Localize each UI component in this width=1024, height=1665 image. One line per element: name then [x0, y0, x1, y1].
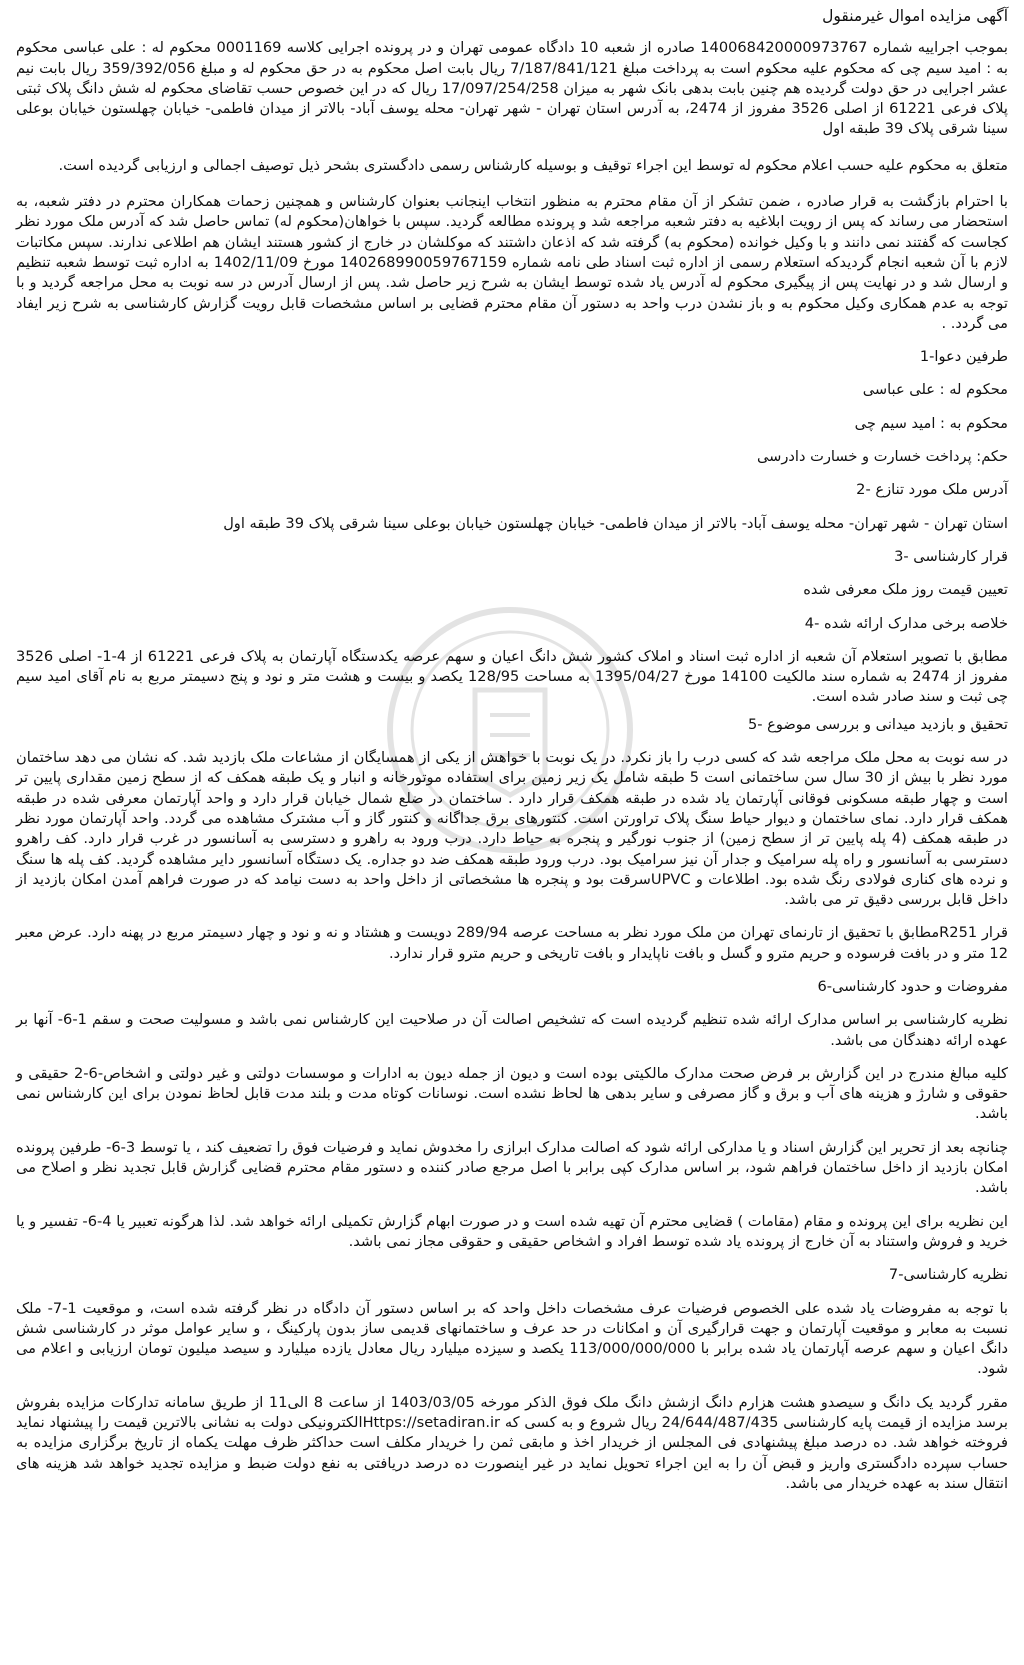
section-3-heading: قرار کارشناسی -3 [894, 547, 1008, 565]
section-7-heading: نظریه کارشناسی-7 [888, 1266, 1008, 1284]
intro-paragraph-1: بموجب اجراییه شماره 140068420000973767 صادره از شعبه 10 دادگاه عمومی تهران و در پرونده اجرایی کلاسه 0001169 محکوم له : علی عباسی محکوم به : امید سیم چی که محکوم علیه محکوم است به پرداخت مبلغ 7/187/841/121 ریال بابت اصل محکوم به در حق محکوم له و مبلغ 359/392/056 ریال بابت نیم عشر اجرایی در حق دولت گردیده هم چنین بابت بدهی بانک شهر به میزان 17/097/254/258 ریال که در این خصوص حسب تقاضای محکوم له شش دانگ پلاک ثبتی پلاک فرعی 61221 از اصلی 3526 مفروز از 2474، به آدرس استان تهران - شهر تهران- محله یوسف آباد- بالاتر از میدان فاطمی- خیابان چهلستون خیابان بوعلی سینا شرقی پلاک 39 طبقه اول [16, 39, 1008, 138]
section-4-heading: خلاصه برخی مدارک ارائه شده -4 [804, 614, 1008, 632]
section-5-heading: تحقیق و بازدید میدانی و بررسی موضوع -5 [747, 715, 1008, 733]
verdict-line: حکم: پرداخت خسارت و خسارت دادرسی [756, 448, 1008, 466]
intro-paragraph-3: با احترام بازگشت به قرار صادره ، ضمن تشکر از آن مقام محترم به منظور انتخاب اینجانب بعنوان کارشناس و همچنین زحمات همکاران محترم در دفتر شعبه، به استحضار می رساند که پس از رویت ابلاغیه به دفتر شعبه مراجعه شد و پرونده مطالعه گردید. سپس با خواهان(محکوم له) تماس حاصل شد که آدرس ملک مورد نظر کجاست که گفتند نمی دانند و با وکیل خوانده (محکوم به) گرفته شد که اذعان داشتند که موکلشان در خارج از کشور هستند ایشان هم اطلاعی ندارند. سپس مکاتبات لازم با آن شعبه انجام گردیدکه استعلام رسمی از اداره ثبت اسناد طی نامه شماره 140268990059767159 مورخ 1402/11/09 به اداره ثبت توسط شعبه تنظیم و ارسال شد و در نهایت پس از پیگیری محکوم له آدرس یاد شده توسط ایشان به شرح زیر حاصل شد. پس از ارسال آدرس در سه نوبت به محل مراجعه گردید و با توجه به عدم همکاری وکیل محکوم به و باز نشدن درب واحد به دستور آن مقام محترم قضایی بر اساس مشخصات قابل رویت گزارش کارشناسی به شرح زیر ایفاد می گردد. . [16, 193, 1008, 332]
assumption-6-1: نظریه کارشناسی بر اساس مدارک ارائه شده تنظیم گردیده است که تشخیص اصالت آن در صلاحیت این کارشناس نمی باشد و مسولیت صحت و سقم 1-6- آنها بر عهده ارائه دهندگان می باشد. [16, 1011, 1008, 1049]
assumption-6-2: کلیه مبالغ مندرج در این گزارش بر فرض صحت مدارک مالکیتی بوده است و دیون از جمله دیون به ادارات و موسسات دولتی و غیر دولتی و اشخاص-6-2 حقیقی و حقوقی و شارژ و هزینه های آب و برق و گاز مصرفی و سایر بدهی ها لحاظ نشده است. نوسانات کوتاه مدت و بلند مدت قابل لحاظ نمودن برای این کارشناس نمی باشد. [16, 1064, 1008, 1123]
expert-order-text: تعیین قیمت روز ملک معرفی شده [803, 581, 1008, 599]
section-1-heading: طرفین دعوا-1 [919, 348, 1008, 366]
property-address: استان تهران - شهر تهران- محله یوسف آباد- بالاتر از میدان فاطمی- خیابان چهلستون خیابان بوعلی سینا شرقی پلاک 39 طبقه اول [223, 514, 1008, 532]
expert-opinion-7-1: با توجه به مفروضات یاد شده علی الخصوص فرضیات عرف مشخصات داخل واحد که بر اساس دستور آن دادگاه در نظر گرفته شده است، و موقعیت 1-7- ملک نسبت به معابر و موقعیت آپارتمان و جهت قرارگیری آن و امکانات در حد عرف و ساختمانهای قدیمی ساز بدون پارکینگ ، و سایر عوامل موثر در کارشناسی شش دانگ اعیان و سهم عرصه آپارتمان یاد شده برابر با 113/000/000/000 یکصد و سیزده میلیارد ریال معادل یازده میلیارد و سیصد میلیون تومان ارزیابی و اعلام می شود. [16, 1299, 1008, 1378]
notice-title: آگهی مزایده اموال غیرمنقول [822, 7, 1008, 25]
auction-terms-paragraph: مقرر گردید یک دانگ و سیصدو هشت هزارم دانگ ازشش دانگ ملک فوق الذکر مورخه 1403/03/05 از ساعت 8 الی11 از طریق سامانه تدارکات مزایده بفروش برسد مزایده از قیمت پایه کارشناسی 24/644/487/435 ریال شروع و به کسی که Https://setadiran.irالکترونیکی دولت به نشانی بالاترین قیمت را پیشنهاد نماید فروخته خواهد شد. ده درصد مبلغ پیشنهادی فی المجلس از خریدار اخذ و مابقی ثمن را خریدار مکلف است حداکثر ظرف مهلت یکماه از تاریخ برگزاری مزایده به حساب سپرده دادگستری واریز و قبض آن را به این اجراء تحویل نماید در غیر اینصورت ده درصد دریافتی به نفع دولت ضبط و مزایده تجدید خواهد شد هزینه های انتقال سند به عهده خریدار می باشد. [16, 1393, 1008, 1492]
assumption-6-3: چنانچه بعد از تحریر این گزارش اسناد و یا مدارکی ارائه شود که اصالت مدارک ابرازی را مخدوش نماید و فرضیات فوق را تضعیف کند ، یا توسط 3-6- طرفین پرونده امکان بازدید از داخل ساختمان فراهم شود، بر اساس مدارک کپی برابر با اصل مرجع صادر کننده و دستور مقام محترم قضایی گزارش قابل تجدید نظر و اصلاح می باشد. [16, 1138, 1008, 1197]
intro-paragraph-2: متعلق به محکوم علیه حسب اعلام محکوم له توسط این اجراء توقیف و بوسیله کارشناس رسمی دادگستری بشحر ذیل توصیف اجمالی و ارزیابی گردیده است. [58, 156, 1008, 174]
section-6-heading: مفروضات و حدود کارشناسی-6 [817, 977, 1008, 995]
zoning-research-text: قرار R251مطابق با تحقیق از تارنمای تهران من ملک مورد نظر به مساحت عرصه 289/94 دویست و هشتاد و نه و نود و چهار دسیمتر مربع در پهنه دارد. عرض معبر 12 متر و در بافت فرسوده و حریم مترو و گسل و بافت ناپایدار و بافت تاریخی و حریم مترو قرار ندارد. [16, 924, 1008, 962]
section-2-heading: آدرس ملک مورد تنازع -2 [856, 481, 1008, 499]
plaintiff-line: محکوم له : علی عباسی [862, 381, 1008, 399]
documents-summary: مطابق با تصویر استعلام آن شعبه از اداره ثبت اسناد و املاک کشور شش دانگ اعیان و سهم عرصه یکدستگاه آپارتمان به پلاک فرعی 61221 از 4-1- اصلی 3526 مفروز از 2474 به شماره سند مالکیت 14100 مورخ 1395/04/27 به مساحت 128/95 یکصد و بیست و هشت متر و نود و پنج دسیمتر مربع به نام آقای امید سیم چی ثبت و سند صادر شده است. [16, 647, 1008, 706]
field-inspection-text: در سه نوبت به محل ملک مراجعه شد که کسی درب را باز نکرد. در یک نوبت با خواهش از یکی از همسایگان از مشاعات ملک بازدید شد. که نشان می دهد ساختمان مورد نظر با بیش از 30 سال سن ساختمانی است 5 طبقه شامل یک زیر زمین برای استفاده موتورخانه و انبار و یک طبقه همکف که از سطح زمین مقداری پایین تر است و چهار طبقه مسکونی فوقانی آپارتمان یاد شده در طبقه همکف قرار دارد . ساختمان در ضلع شمال خیابان قرار دارد و واحد آپارتمان معرفی شده در طبقه همکف قرار دارد. نمای ساختمان و دیوار حیاط سنگ پلاک تراورتن است. کنتورهای برق جداگانه و کنتور گاز و آب مشترک مشاهده می گردد. واحد آپارتمان مورد نظر در طبقه همکف (4 پله پایین تر از سطح زمین) از جنوب نورگیر و پنجره به حیاط دارد. درب ورود به راهرو و دسترسی به آسانسور در غرب قرار دارد. کف راهرو دسترسی به آسانسور و راه پله سرامیک و جدار آن نیز سرامیک بود. درب ورود طبقه همکف ضد دو جداره. یک دستگاه آسانسور دایر مشاهده گردید. کف پله ها سنگ و نرده های کناری فولادی رنگ شده بود. اطلاعات و UPVCسرقت بود و پنجره ها مشخصاتی از داخل واحد به دست نیامد که در صورت فراهم آمدن امکان بازدید از داخل قابل بررسی دقیق تر می باشد. [16, 749, 1009, 909]
assumption-6-4: این نظریه برای این پرونده و مقام (مقامات ) قضایی محترم آن تهیه شده است و در صورت ابهام گزارش تکمیلی ارائه خواهد شد. لذا هرگونه تعبیر یا 4-6- تفسیر و یا خرید و فروش واستناد به آن خارج از پرونده یاد شده توسط افراد و اشخاص حقیقی و حقوقی مجاز نمی باشد. [16, 1212, 1008, 1250]
defendant-line: محکوم به : امید سیم چی [854, 414, 1008, 432]
